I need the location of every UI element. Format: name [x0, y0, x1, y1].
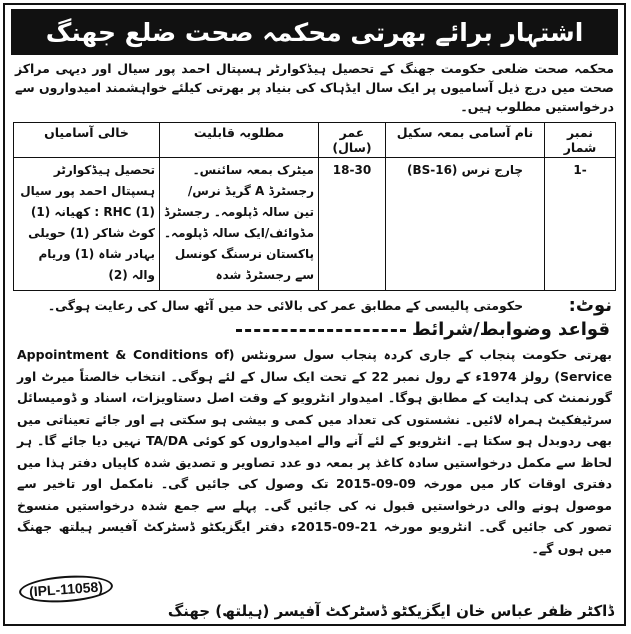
heading-divider: [236, 329, 406, 332]
cell-qualification: میٹرک بمعہ سائنس۔ رجسٹرڈ A گریڈ نرس/ تین سالہ ڈپلومہ۔ رجسٹرڈ مڈوائف/ایک سالہ ڈپلومہ۔ پاکستان نرسنگ کونسل سے رجسٹرڈ شدہ: [160, 158, 319, 291]
cell-post: چارج نرس (BS-16): [386, 158, 545, 291]
note-heading: نوٹ:: [568, 295, 612, 316]
intro-paragraph: محکمہ صحت ضلعی حکومت جھنگ کے تحصیل ہیڈکوارٹر ہسپتال احمد پور سیال اور دیہی مراکز صحت میں درج ذیل آسامیوں پر ایک سال ایڈہاک کی بنیاد پر بھرتی کیلئے خواہشمند امیدواروں سے درخواستیں مطلوب ہیں۔: [15, 61, 614, 114]
header-serial: نمبر شمار: [545, 123, 616, 158]
signature: ڈاکٹر ظفر عباس خان ایگزیکٹو ڈسٹرکٹ آفیسر (ہیلتھ) جھنگ: [167, 602, 614, 620]
header-age: عمر (سال): [319, 123, 386, 158]
table-row: [14, 158, 616, 291]
footer: [15, 602, 614, 620]
ipl-code: (IPL-11058): [18, 573, 114, 605]
header-qualification: مطلوبہ قابلیت: [160, 123, 319, 158]
rules-heading-row: [19, 319, 610, 340]
cell-serial: -1: [545, 158, 616, 291]
header-vacancies: خالی آسامیاں: [14, 123, 160, 158]
page-title: اشتہار برائے بھرتی محکمہ صحت ضلع جھنگ: [11, 9, 618, 55]
note-text: حکومتی پالیسی کے مطابق عمر کی بالائی حد میں آٹھ سال کی رعایت ہوگی۔: [47, 298, 524, 313]
vacancy-table: [13, 122, 616, 291]
rules-heading: قواعد وضوابط/شرائط: [412, 319, 610, 340]
cell-age: 18-30: [319, 158, 386, 291]
cell-vacancies: تحصیل ہیڈکوارٹر ہسپتال احمد پور سیال (1) RHC : کھیانہ (1) کوٹ شاکر (1) حویلی بہادر شاہ (1) وریام والہ (2): [14, 158, 160, 291]
header-post: نام آسامی بمعہ سکیل: [386, 123, 545, 158]
advertisement: [3, 3, 626, 626]
rules-paragraph: بھرتی حکومت پنجاب کے جاری کردہ پنجاب سول سرونٹس (Appointment & Conditions of Service) رولز 1974ء کے رول نمبر 22 کے تحت ایک سال کے لئے ہوگی۔ انتخاب خالصتاً میرٹ اور گورنمنٹ کی ہدایت کے مطابق ہوگا۔ امیدوار انٹرویو کے وقت اصل دستاویزات، اسناد و ڈومیسائل سرٹیفکیٹ ہمراہ لائیں۔ نشستوں کی تعداد میں کمی و بیشی ہو سکتی ہے اور جائے تعیناتی میں بھی ردوبدل ہو سکتا ہے۔ انٹرویو کے لئے آنے والے امیدواروں کو کوئی TA/DA نہیں دیا جائے گا۔ ہر لحاظ سے مکمل درخواستیں سادہ کاغذ پر بمعہ دو عدد تصاویر و تصدیق شدہ کاپیاں دفتر ہذا میں دفتری اوقات کار میں مورخہ 09-09-2015 تک وصول کی جائیں گی۔ نامکمل اور تاخیر سے موصول ہونے والی درخواستیں قبول نہ کی جائیں گی۔ پہلے سے جمع شدہ درخواستیں منسوخ تصور کی جائیں گی۔ انٹرویو مورخہ 21-09-2015ء دفتر ایگزیکٹو ڈسٹرکٹ آفیسر ہیلتھ جھنگ میں ہوں گے۔: [17, 347, 612, 556]
table-header-row: [14, 123, 616, 158]
